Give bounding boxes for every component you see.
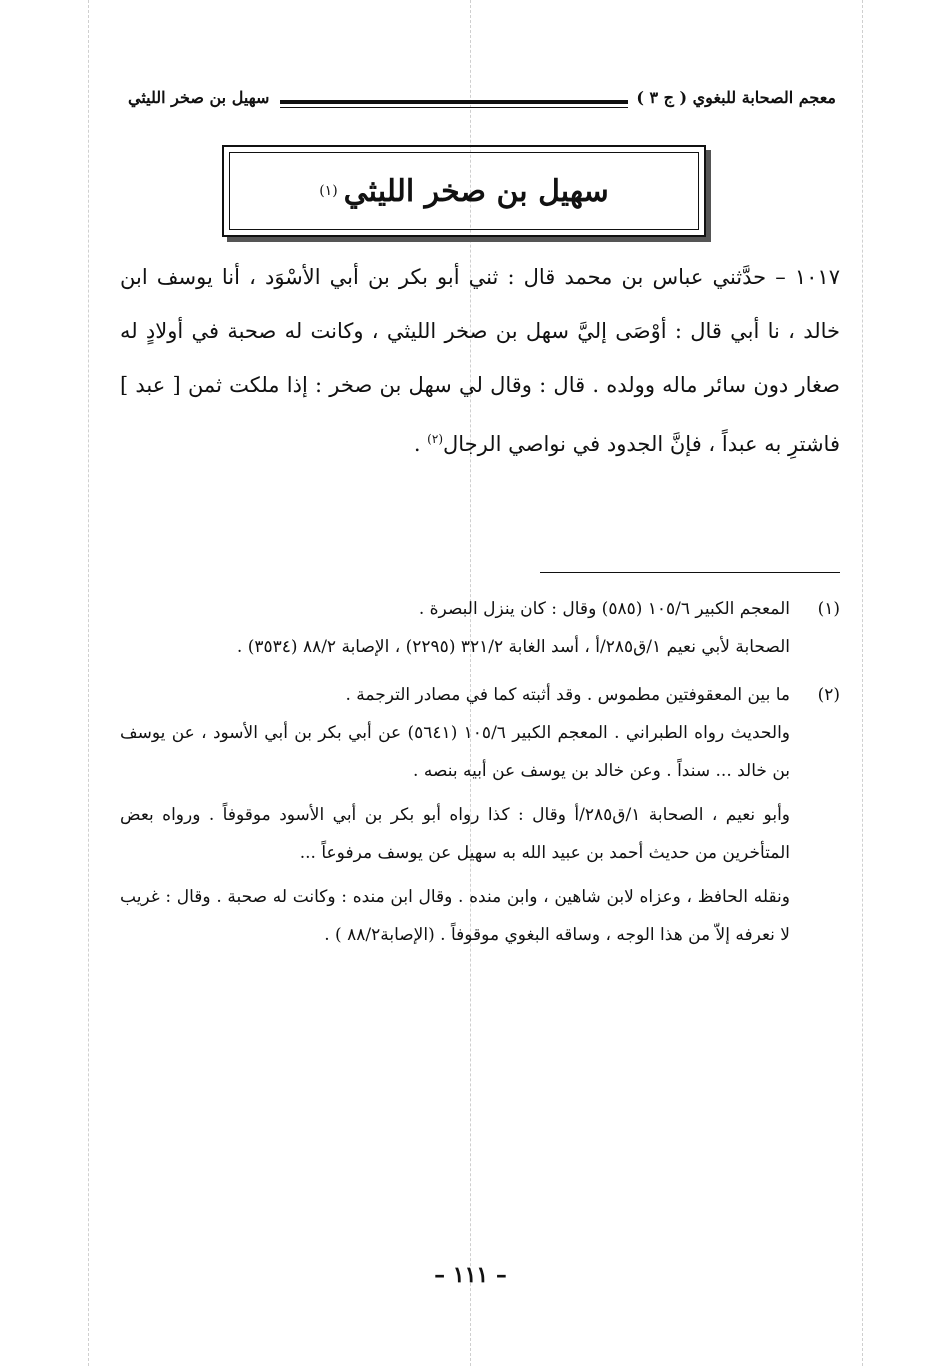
running-header xyxy=(128,88,836,118)
running-header-book: معجم الصحابة للبغوي ( ج ٣ ) xyxy=(636,88,836,107)
footnote-separator xyxy=(540,572,840,573)
footnote-line: الصحابة لأبي نعيم ١/ق٢٨٥/أ ، أسد الغابة ٣٢١/٢ (٢٢٩٥) ، الإصابة ٨٨/٢ (٣٥٣٤) . xyxy=(236,637,790,657)
title-box xyxy=(222,145,706,237)
header-rule-thin xyxy=(280,107,628,108)
footnote-2 xyxy=(120,676,840,954)
header-rule xyxy=(280,100,628,104)
scan-artifact-line xyxy=(862,0,863,1366)
hadith-text: ١٠١٧ – حدَّثني عباس بن محمد قال : ثني أبو بكر بن أبي الأسْوَد ، أنا يوسف ابن خالد ، نا أبي قال : أوْصَى إليَّ سهل بن صخر الليثي ، وكانت له صحبة في أولادٍ له صغار دون سائر ماله وولده . قال : وقال لي سهل بن صخر : إذا ملكت ثمن [ عبد ] فاشترِ به عبداً ، فإنَّ الجدود في نواصي الرجال xyxy=(120,265,840,456)
title-footnote-marker: (١) xyxy=(319,183,338,199)
footnote-line: ونقله الحافظ ، وعزاه لابن شاهين ، وابن منده . وقال ابن منده : وكانت له صحبة . وقال : غريب لا نعرفه إلاّ من هذا الوجه ، وساقه البغوي موقوفاً . (الإصابة٨٨/٢ ) . xyxy=(120,887,790,945)
hadith-paragraph xyxy=(120,250,840,471)
footnotes xyxy=(120,590,840,958)
footnote-line: والحديث رواه الطبراني . المعجم الكبير ١٠٥/٦ (٥٦٤١) عن أبي بكر بن أبي الأسود ، عن يوسف بن خالد ... سنداً . وعن خالد بن يوسف عن أبيه بنصه . xyxy=(120,723,790,781)
hadith-footnote-marker: (٢) xyxy=(427,432,443,446)
hadith-end-punct: . xyxy=(413,432,428,456)
footnote-line: المعجم الكبير ١٠٥/٦ (٥٨٥) وقال : كان ينزل البصرة . xyxy=(418,599,790,619)
page-number: – ١١١ – xyxy=(434,1262,507,1288)
footnote-line: ما بين المعقوفتين مطموس . وقد أثبته كما في مصادر الترجمة . xyxy=(345,685,790,705)
scan-artifact-line xyxy=(88,0,89,1366)
footnote-number: (١) xyxy=(817,599,840,619)
footnote-line: وأبو نعيم ، الصحابة ١/ق٢٨٥/أ وقال : كذا رواه أبو بكر بن أبي الأسود موقوفاً . ورواه بعض المتأخرين من حديث أحمد بن عبيد الله به سهيل عن يوسف مرفوعاً ... xyxy=(120,805,790,863)
title-box-inner xyxy=(229,152,699,230)
running-header-section: سهيل بن صخر الليثي xyxy=(128,88,270,107)
footnote-number: (٢) xyxy=(817,685,840,705)
main-text xyxy=(120,250,840,471)
page-title: سهيل بن صخر الليثي xyxy=(343,173,609,209)
footnote-1 xyxy=(120,590,840,666)
